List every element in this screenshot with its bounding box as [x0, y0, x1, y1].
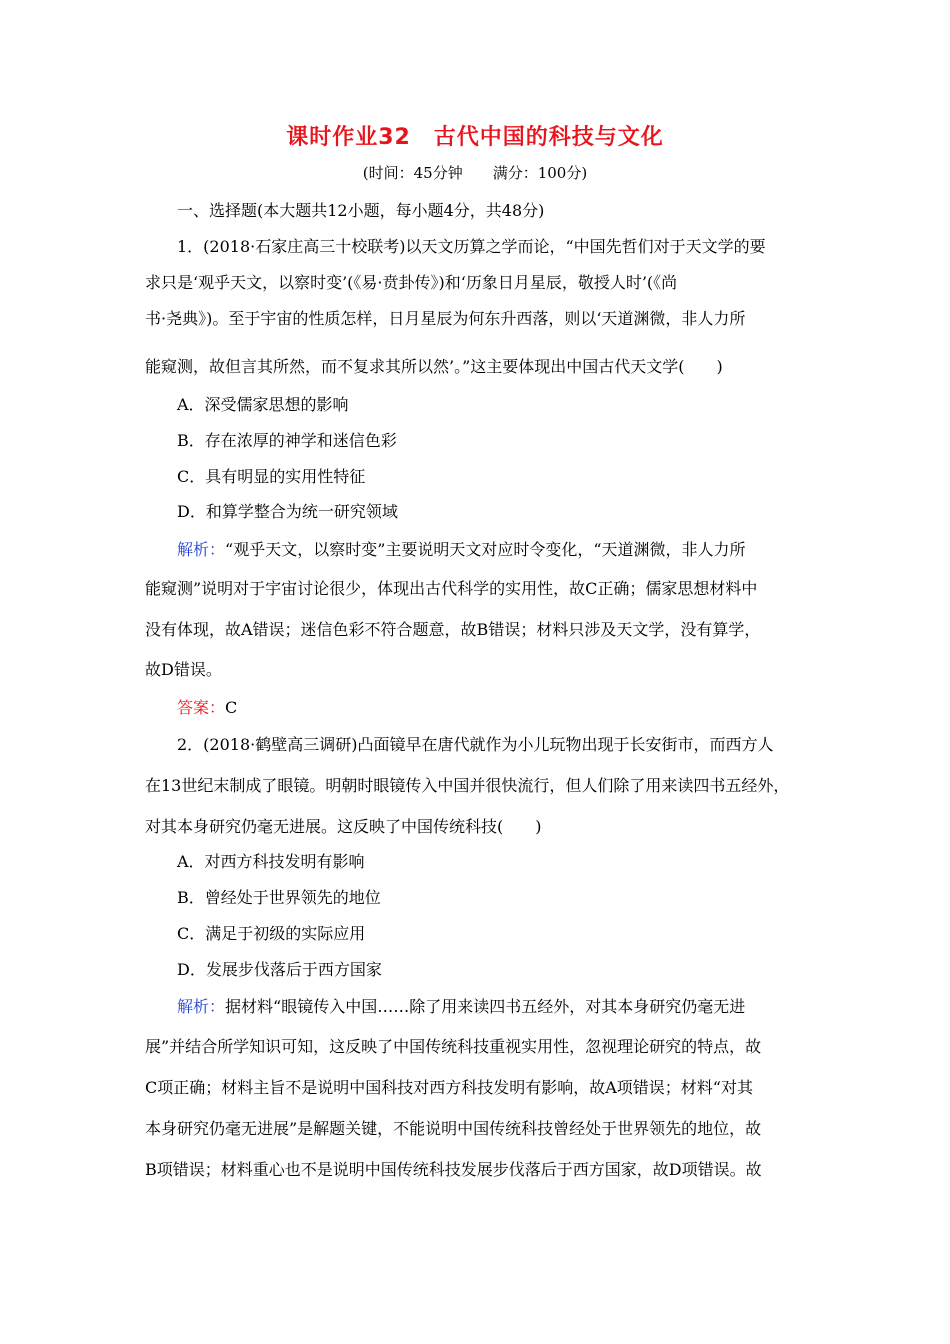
q2-stem-line-1: 2．(2018·鹤壁高三调研)凸面镜早在唐代就作为小儿玩物出现于长安街市，而西方人: [177, 735, 774, 754]
q1-analysis-line-3: 没有体现，故A错误；迷信色彩不符合题意，故B错误；材料只涉及天文学，没有算学，: [145, 620, 761, 639]
q1-analysis-line-4: 故D错误。: [145, 660, 222, 679]
q1-option-d: D．和算学整合为统一研究领域: [177, 502, 398, 521]
q1-stem-line-3: 书·尧典》)。至于宇宙的性质怎样，日月星辰为何东升西落，则以‘天道渊微，非人力所: [145, 309, 746, 328]
q2-analysis-line-4: 本身研究仍毫无进展”是解题关键，不能说明中国传统科技曾经处于世界领先的地位，故: [145, 1119, 762, 1138]
q1-stem-line-1: 1．(2018·石家庄高三十校联考)以天文历算之学而论，“中国先哲们对于天文学的要: [177, 237, 766, 256]
q1-option-a: A．深受儒家思想的影响: [177, 395, 349, 414]
q2-stem-line-3: 对其本身研究仍毫无进展。这反映了中国传统科技( ): [145, 817, 542, 836]
q1-answer-value: C: [225, 698, 238, 717]
q2-option-d: D．发展步伐落后于西方国家: [177, 960, 382, 979]
q1-analysis-line-2: 能窥测”说明对于宇宙讨论很少，体现出古代科学的实用性，故C正确；儒家思想材料中: [145, 579, 758, 598]
q1-stem-line-2: 求只是‘观乎天文，以察时变’(《易·贲卦传》)和‘历象日月星辰，敬授人时’(《尚: [145, 273, 678, 292]
q2-option-c: C．满足于初级的实际应用: [177, 924, 366, 943]
q1-option-b: B．存在浓厚的神学和迷信色彩: [177, 431, 397, 450]
q1-analysis-line-1: [177, 537, 857, 560]
q2-option-b: B．曾经处于世界领先的地位: [177, 888, 381, 907]
q2-analysis-text: 据材料“眼镜传入中国……除了用来读四书五经外，对其本身研究仍毫无进: [225, 997, 746, 1016]
q2-analysis-line-2: 展”并结合所学知识可知，这反映了中国传统科技重视实用性，忽视理论研究的特点，故: [145, 1037, 762, 1056]
q1-answer: [177, 695, 857, 718]
q1-option-c: C．具有明显的实用性特征: [177, 467, 366, 486]
time-score-info: (时间：45分钟 满分：100分): [362, 164, 588, 182]
section-heading: 一、选择题(本大题共12小题，每小题4分，共48分): [177, 201, 545, 220]
answer-label: 答案：: [177, 698, 226, 717]
analysis-label: 解析：: [177, 997, 226, 1016]
q2-stem-line-2: 在13世纪末制成了眼镜。明朝时眼镜传入中国并很快流行，但人们除了用来读四书五经外，: [145, 776, 790, 795]
q2-option-a: A．对西方科技发明有影响: [177, 852, 365, 871]
page-title: 课时作业32 古代中国的科技与文化: [286, 125, 664, 150]
q1-analysis-text: “观乎天文，以察时变”主要说明天文对应时令变化，“天道渊微，非人力所: [225, 540, 746, 559]
q2-analysis-line-1: [177, 994, 857, 1017]
q1-stem-line-4: 能窥测，故但言其所然，而不复求其所以然’。”这主要体现出中国古代天文学( ): [145, 357, 723, 376]
q2-analysis-line-3: C项正确；材料主旨不是说明中国科技对西方科技发明有影响，故A项错误；材料“对其: [145, 1078, 753, 1097]
analysis-label: 解析：: [177, 540, 226, 559]
q2-analysis-line-5: B项错误；材料重心也不是说明中国传统科技发展步伐落后于西方国家，故D项错误。故: [145, 1160, 762, 1179]
